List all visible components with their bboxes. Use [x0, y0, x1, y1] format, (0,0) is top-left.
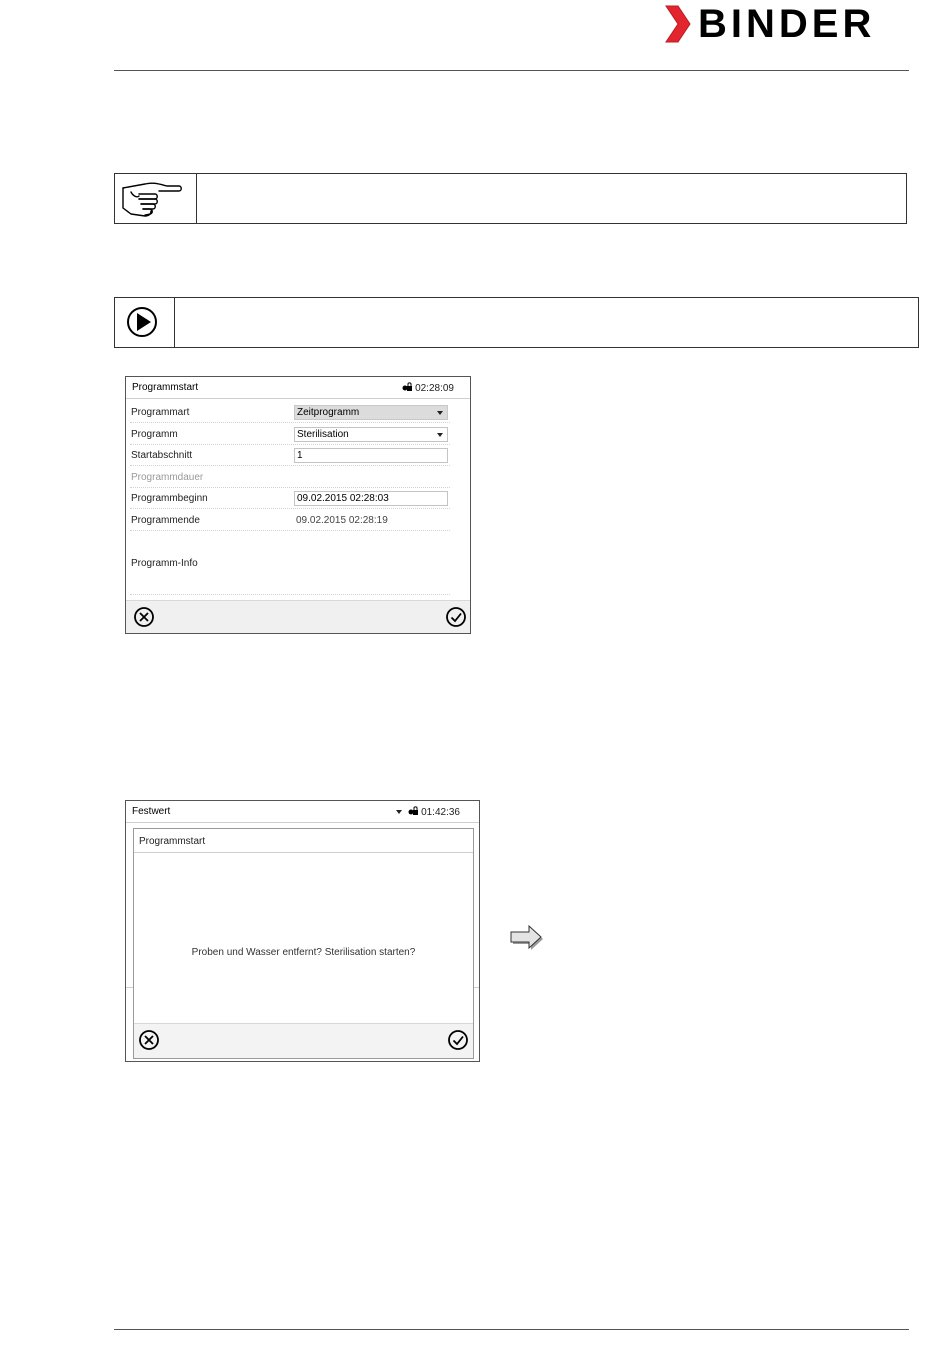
row-label: Programmdauer	[131, 472, 204, 483]
dialog-footer	[134, 1023, 473, 1058]
cancel-x-icon[interactable]	[133, 606, 155, 628]
row-label: Startabschnitt	[131, 450, 193, 461]
cancel-x-icon[interactable]	[138, 1029, 160, 1051]
row-programmende	[130, 509, 450, 531]
screen-footer	[126, 600, 470, 633]
dialog-divider	[134, 852, 473, 853]
clock	[402, 382, 454, 394]
row-label: Programmart	[131, 407, 190, 418]
start-section-input[interactable]	[294, 448, 448, 463]
row-label: Programm-Info	[131, 558, 198, 569]
chevron-down-icon	[437, 411, 443, 415]
dialog-title: Programmstart	[139, 836, 206, 847]
row-programmdauer	[130, 466, 450, 488]
dialog-message: Proben und Wasser entfernt? Sterilisation starten?	[191, 947, 416, 958]
fixed-value-screen	[125, 800, 480, 1062]
right-arrow-shape	[509, 925, 545, 951]
background-divider	[126, 987, 133, 988]
clock	[396, 806, 460, 818]
background-divider	[474, 987, 479, 988]
chevron-down-icon[interactable]	[396, 810, 402, 814]
binder-logo	[664, 4, 910, 44]
clock-time: 01:42:36	[421, 807, 460, 818]
dropdown-value: Sterilisation	[297, 429, 349, 440]
note-icon-cell	[115, 174, 197, 223]
dropdown-value: Zeitprogramm	[297, 407, 360, 418]
program-start-screen	[125, 376, 471, 634]
program-start-input[interactable]	[294, 491, 448, 506]
note-box-play	[114, 297, 919, 348]
lock-user-icon	[408, 806, 419, 816]
title-divider	[126, 398, 470, 399]
title-divider	[126, 822, 479, 823]
header-rule	[114, 70, 909, 71]
row-label: Programm	[131, 429, 178, 440]
program-end-value: 09.02.2015 02:28:19	[296, 515, 388, 526]
row-label: Programmbeginn	[131, 493, 208, 504]
brand-name: BINDER	[698, 2, 876, 46]
row-programm-info[interactable]	[130, 532, 450, 595]
row-programmbeginn	[130, 487, 450, 509]
row-programm	[130, 423, 450, 445]
screen-title: Programmstart	[132, 382, 199, 393]
program-dropdown[interactable]	[294, 427, 448, 442]
screen-title: Festwert	[132, 806, 171, 817]
input-value: 09.02.2015 02:28:03	[297, 493, 389, 504]
play-icon	[115, 298, 174, 347]
right-arrow-icon	[509, 925, 545, 951]
clock-time: 02:28:09	[415, 383, 454, 394]
checkmark-icon[interactable]	[447, 1029, 469, 1051]
pointing-hand-icon	[115, 174, 196, 223]
confirm-dialog	[133, 828, 474, 1059]
row-programmart	[130, 401, 450, 423]
lock-user-icon	[402, 382, 413, 392]
footer-rule	[114, 1329, 909, 1330]
checkmark-icon[interactable]	[445, 606, 467, 628]
note-box-hand	[114, 173, 907, 224]
row-label: Programmende	[131, 515, 200, 526]
input-value: 1	[297, 450, 303, 461]
note-icon-cell	[115, 298, 175, 347]
program-type-dropdown[interactable]	[294, 405, 448, 420]
chevron-down-icon	[437, 433, 443, 437]
row-startabschnitt	[130, 444, 450, 466]
